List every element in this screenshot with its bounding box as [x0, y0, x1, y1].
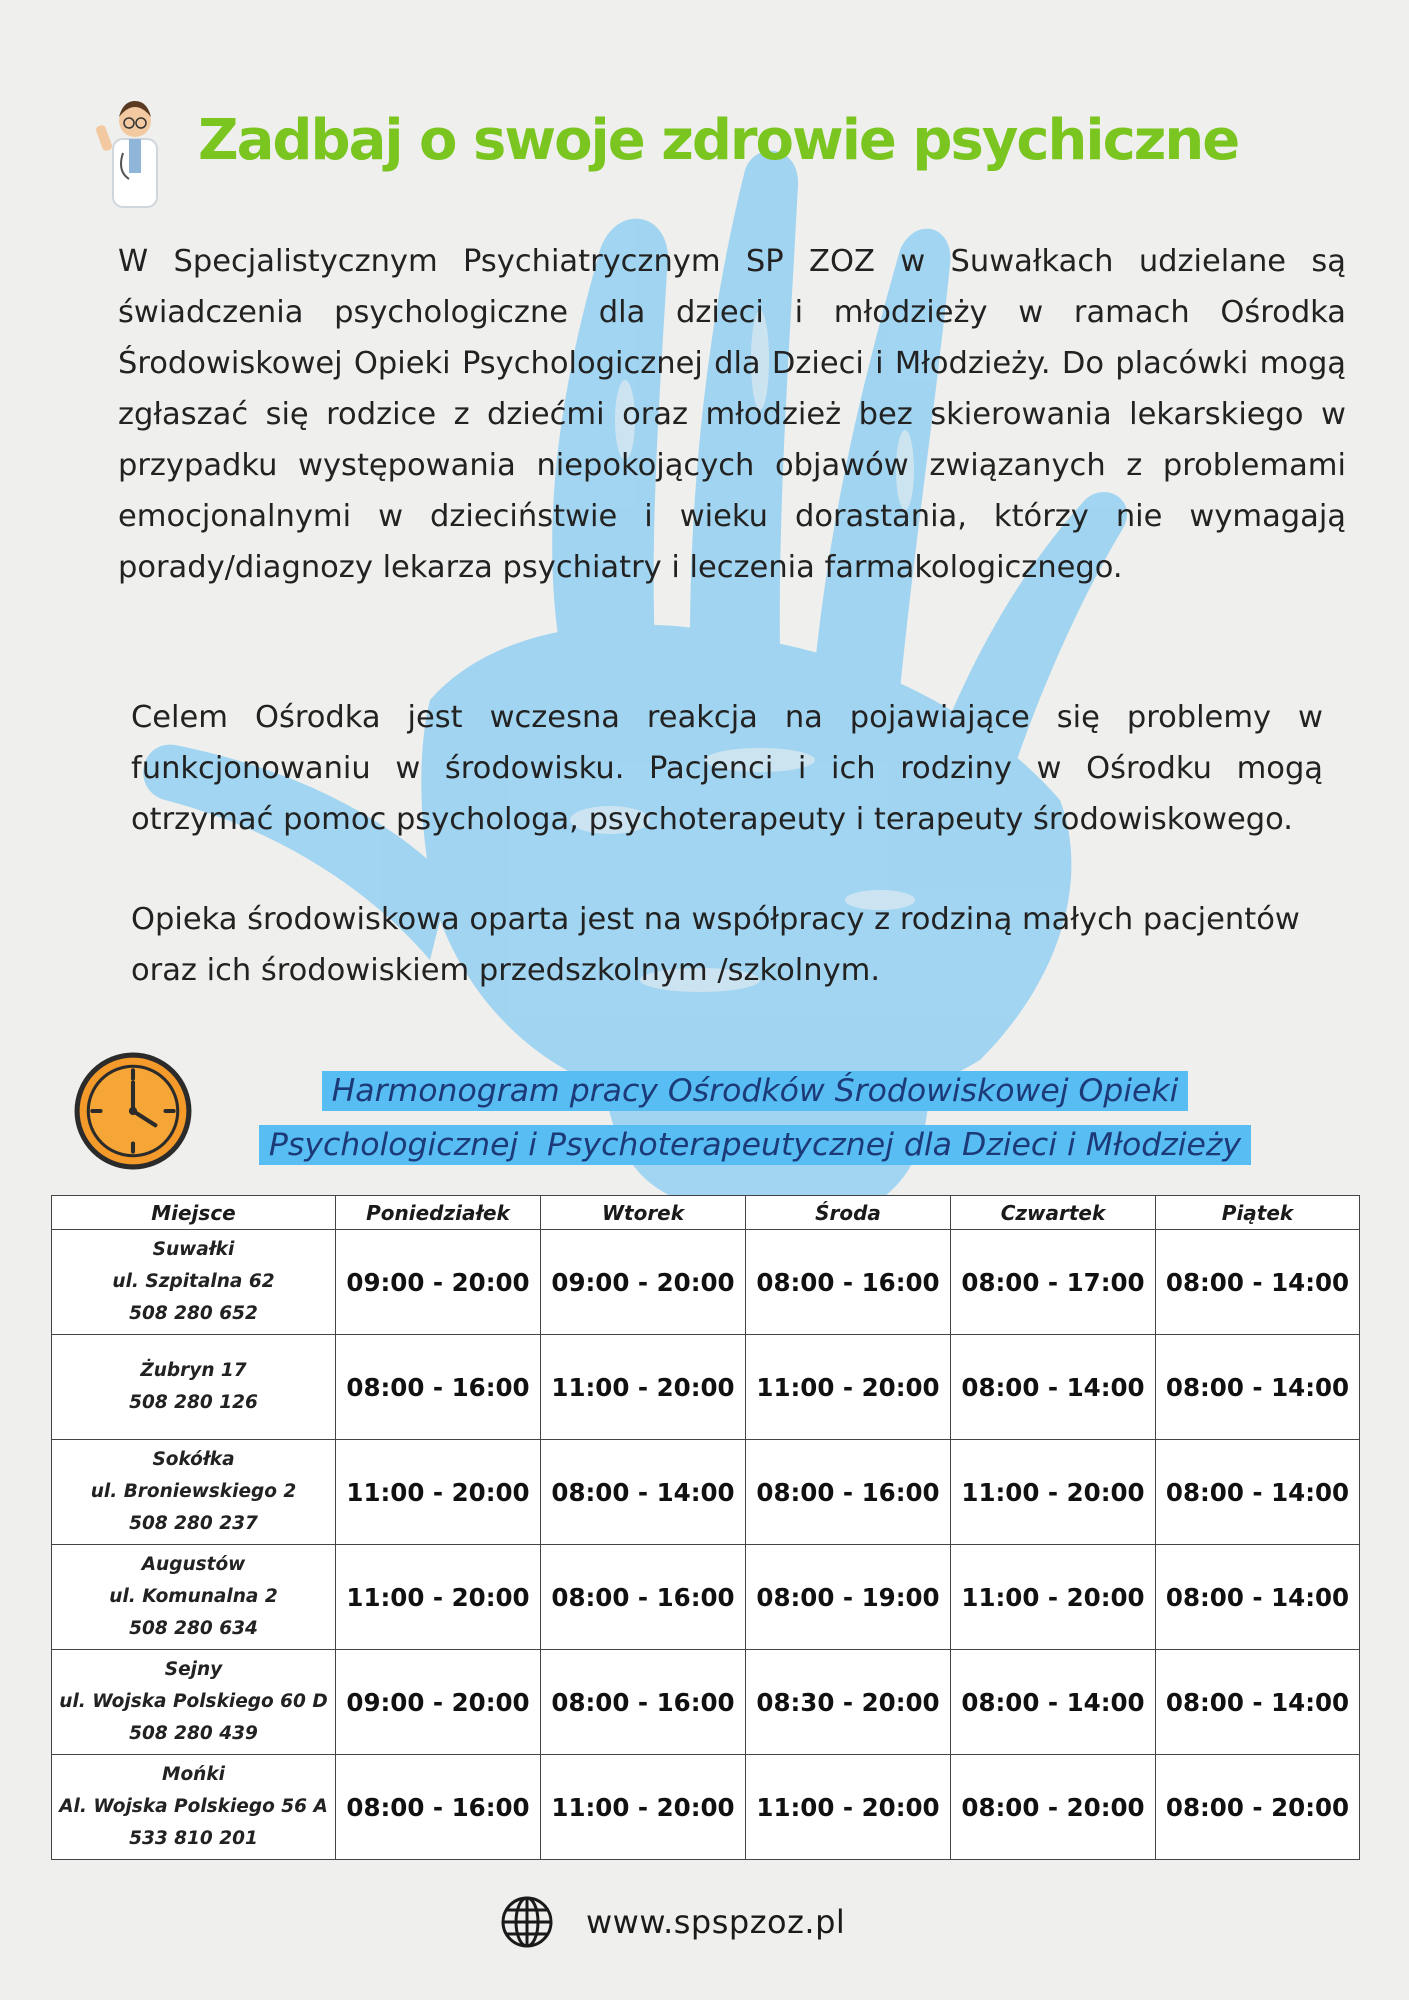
hours-cell: 08:00 - 16:00: [541, 1545, 746, 1650]
header-wednesday: Środa: [746, 1196, 951, 1230]
hours-cell: 09:00 - 20:00: [336, 1230, 541, 1335]
hours-cell: 08:00 - 20:00: [951, 1755, 1156, 1860]
globe-icon: [500, 1895, 554, 1949]
header-tuesday: Wtorek: [541, 1196, 746, 1230]
place-cell: Augustów ul. Komunalna 2 508 280 634: [52, 1545, 336, 1650]
hours-cell: 11:00 - 20:00: [541, 1755, 746, 1860]
doctor-icon: [95, 95, 175, 215]
website-link[interactable]: www.spspzoz.pl: [586, 1903, 846, 1941]
hours-cell: 08:00 - 16:00: [541, 1650, 746, 1755]
intro-paragraph: W Specjalistycznym Psychiatrycznym SP ZOZ w Suwałkach udzielane są świadczenia psychologiczne dla dzieci i młodzieży w ramach Ośrodka Środowiskowej Opieki Psychologicznej dla Dzieci i Młodzieży. Do placówki mogą zgłaszać się rodzice z dziećmi oraz młodzież bez skierowania lekarskiego w przypadku występowania niepokojących objawów związanych z problemami emocjonalnymi w dzieciństwie i wieku dorastania, którzy nie wymagają porady/diagnozy lekarza psychiatry i leczenia farmakologicznego.: [118, 244, 1346, 585]
hours-cell: 08:00 - 14:00: [1156, 1440, 1360, 1545]
hours-cell: 08:00 - 14:00: [1156, 1230, 1360, 1335]
hours-cell: 11:00 - 20:00: [746, 1335, 951, 1440]
hours-cell: 09:00 - 20:00: [336, 1650, 541, 1755]
hours-cell: 08:00 - 16:00: [746, 1230, 951, 1335]
clock-icon: [72, 1050, 194, 1172]
place-cell: Sokółka ul. Broniewskiego 2 508 280 237: [52, 1440, 336, 1545]
place-cell: Żubryn 17 508 280 126: [52, 1335, 336, 1440]
place-cell: Sejny ul. Wojska Polskiego 60 D 508 280 439: [52, 1650, 336, 1755]
hours-cell: 08:00 - 16:00: [336, 1335, 541, 1440]
hours-cell: 11:00 - 20:00: [746, 1755, 951, 1860]
hours-cell: 08:00 - 14:00: [1156, 1650, 1360, 1755]
schedule-table: [51, 1195, 1360, 1860]
header-monday: Poniedziałek: [336, 1196, 541, 1230]
table-row: [52, 1545, 1360, 1650]
schedule-title: Harmonogram pracy Ośrodków Środowiskowej Opieki Psychologicznej i Psychoterapeutycznej dla Dzieci i Młodzieży: [200, 1064, 1310, 1172]
goal-paragraph: Celem Ośrodka jest wczesna reakcja na pojawiające się problemy w funkcjonowaniu w środowisku. Pacjenci i ich rodziny w Ośrodku mogą otrzymać pomoc psychologa, psychoterapeuty i terapeuty środowiskowego.: [131, 700, 1323, 837]
page-title: Zadbaj o swoje zdrowie psychiczne: [198, 108, 1239, 173]
table-row: [52, 1335, 1360, 1440]
hours-cell: 08:00 - 14:00: [541, 1440, 746, 1545]
hours-cell: 08:30 - 20:00: [746, 1650, 951, 1755]
hours-cell: 11:00 - 20:00: [951, 1440, 1156, 1545]
hours-cell: 08:00 - 14:00: [1156, 1545, 1360, 1650]
hours-cell: 11:00 - 20:00: [336, 1440, 541, 1545]
hours-cell: 08:00 - 14:00: [1156, 1335, 1360, 1440]
care-paragraph: Opieka środowiskowa oparta jest na współpracy z rodziną małych pacjentów oraz ich środowiskiem przedszkolnym /szkolnym.: [131, 902, 1300, 988]
table-header-row: [52, 1196, 1360, 1230]
table-row: [52, 1755, 1360, 1860]
table-row: [52, 1230, 1360, 1335]
hours-cell: 11:00 - 20:00: [951, 1545, 1156, 1650]
hours-cell: 08:00 - 14:00: [951, 1335, 1156, 1440]
table-row: [52, 1440, 1360, 1545]
hours-cell: 08:00 - 17:00: [951, 1230, 1156, 1335]
hours-cell: 08:00 - 14:00: [951, 1650, 1156, 1755]
hours-cell: 08:00 - 16:00: [336, 1755, 541, 1860]
footer: [500, 1892, 845, 1952]
hours-cell: 08:00 - 19:00: [746, 1545, 951, 1650]
table-row: [52, 1650, 1360, 1755]
hours-cell: 11:00 - 20:00: [336, 1545, 541, 1650]
header-thursday: Czwartek: [951, 1196, 1156, 1230]
hours-cell: 11:00 - 20:00: [541, 1335, 746, 1440]
hours-cell: 08:00 - 16:00: [746, 1440, 951, 1545]
hours-cell: 09:00 - 20:00: [541, 1230, 746, 1335]
place-cell: Mońki Al. Wojska Polskiego 56 A 533 810 201: [52, 1755, 336, 1860]
place-cell: Suwałki ul. Szpitalna 62 508 280 652: [52, 1230, 336, 1335]
header-place: Miejsce: [52, 1196, 336, 1230]
hours-cell: 08:00 - 20:00: [1156, 1755, 1360, 1860]
header-friday: Piątek: [1156, 1196, 1360, 1230]
